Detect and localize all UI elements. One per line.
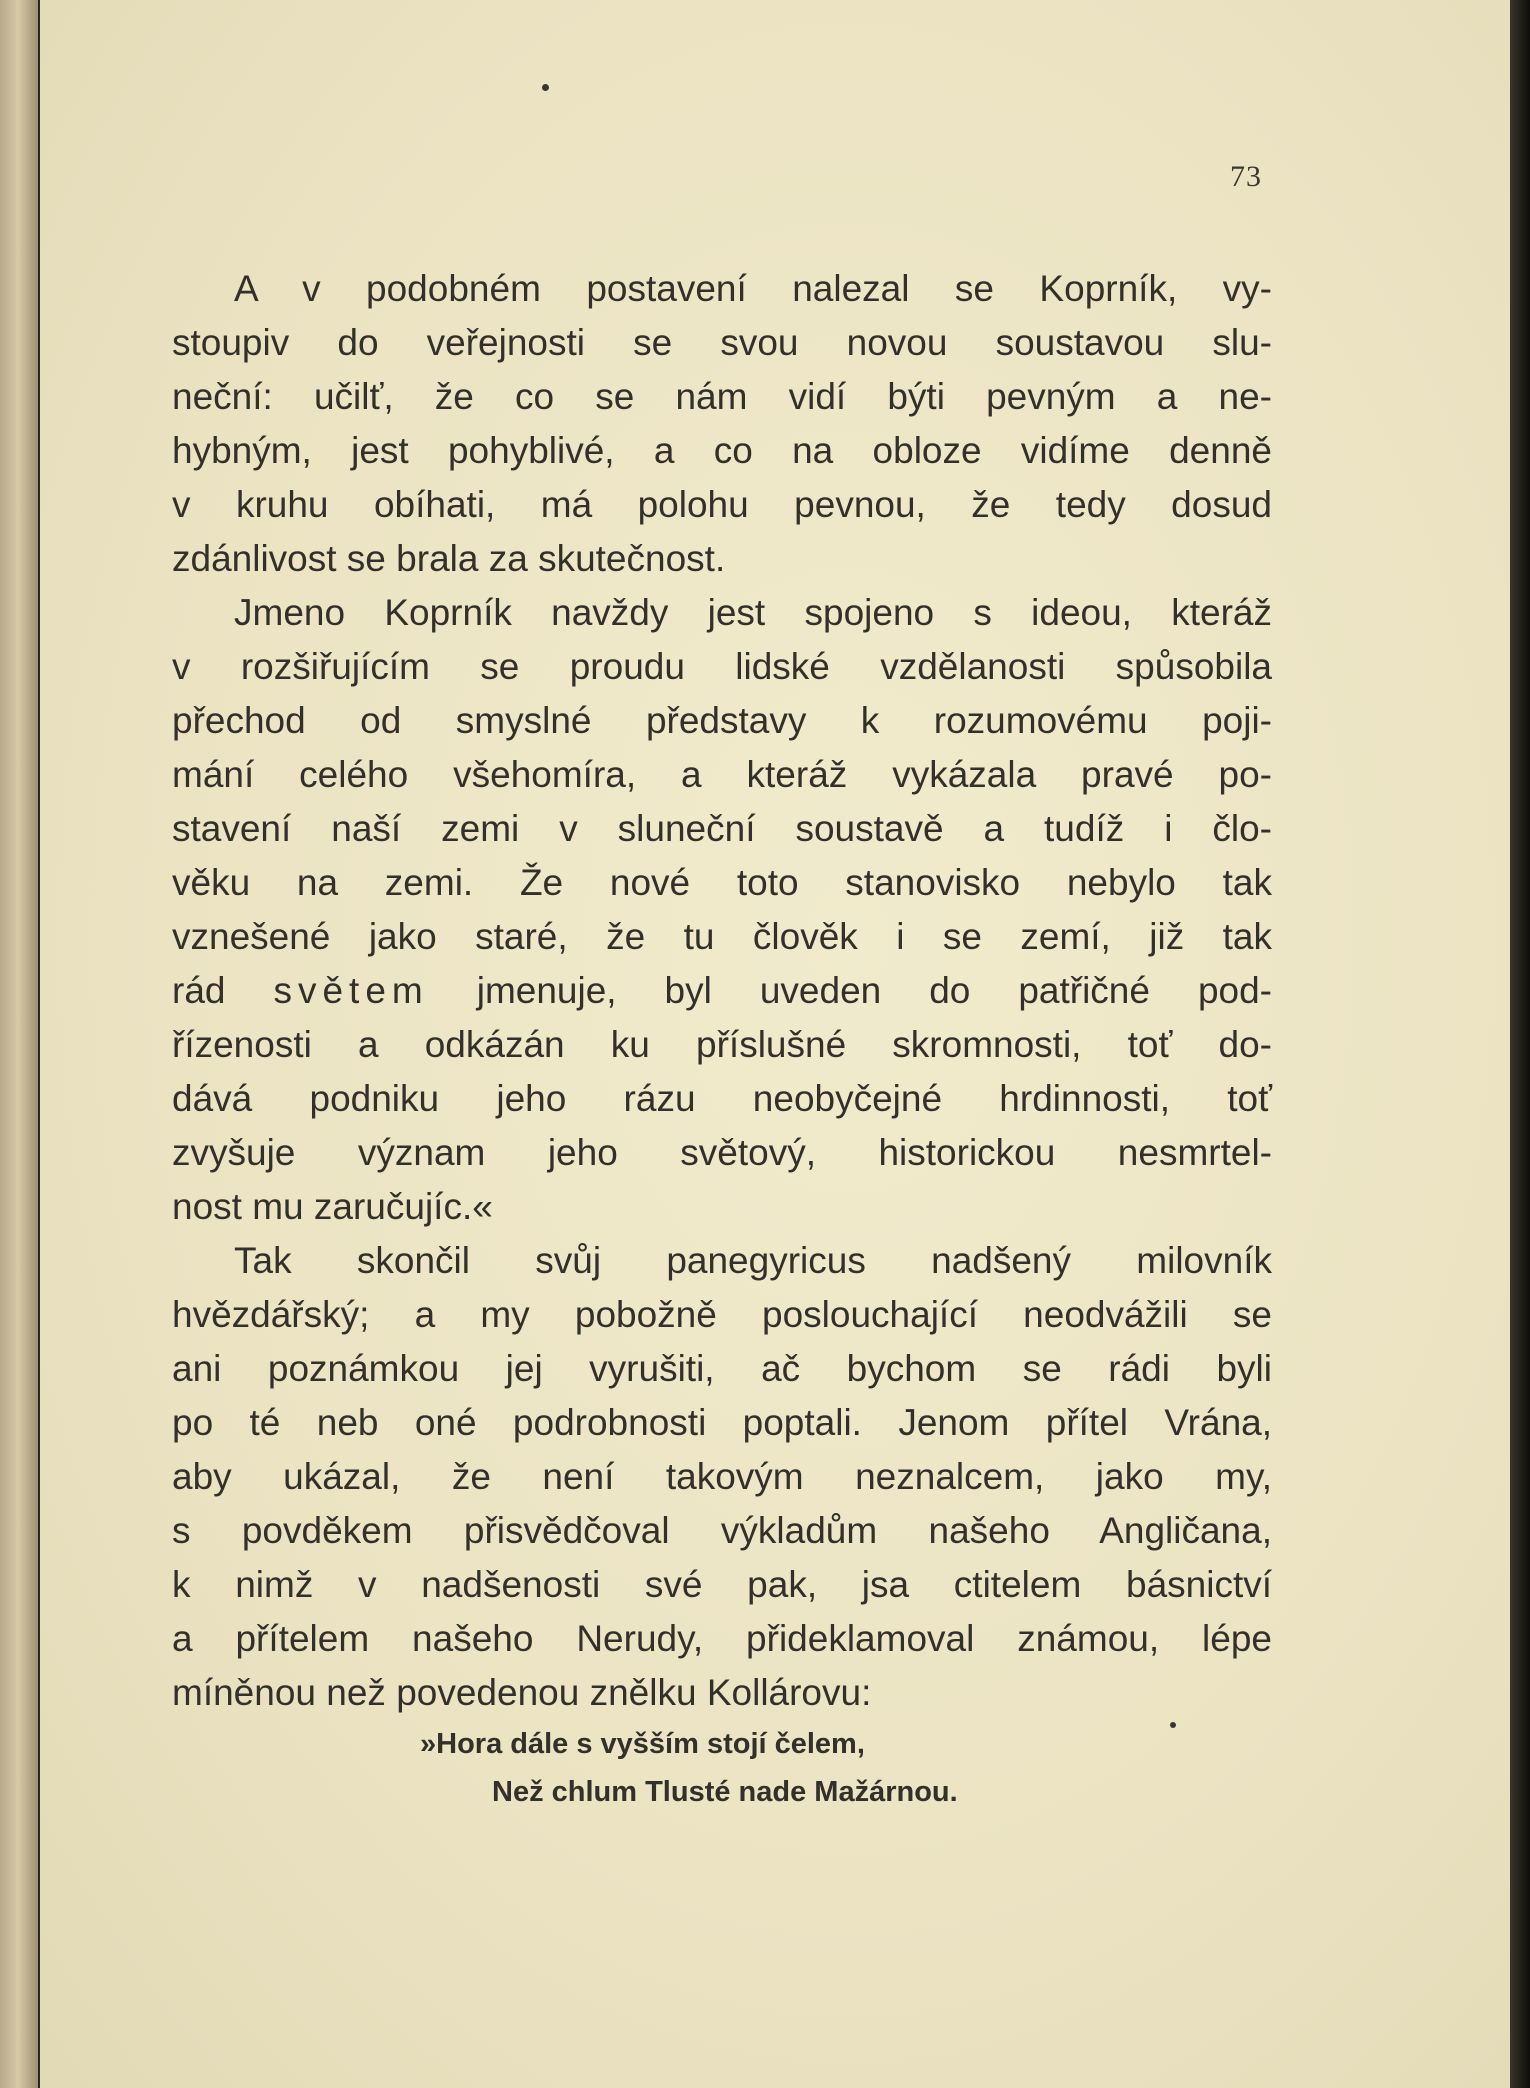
text-line: aby ukázal, že není takovým neznalcem, jako my,	[172, 1456, 1272, 1497]
text-line: A v podobném postavení nalezal se Koprník, vy-	[234, 268, 1272, 309]
text-line: míněnou než povedenou znělku Kollárovu:	[172, 1672, 872, 1713]
print-speck	[1170, 1722, 1176, 1728]
text-line: v rozšiřujícím se proudu lidské vzdělanosti spůsobila	[172, 646, 1272, 687]
text-line: po té neb oné podrobnosti poptali. Jenom přítel Vrána,	[172, 1402, 1272, 1443]
text-fragment: rád	[172, 970, 226, 1011]
text-line: a přítelem našeho Nerudy, přideklamoval známou, lépe	[172, 1618, 1272, 1659]
body-text	[172, 262, 1272, 1720]
paragraph-1	[172, 262, 1272, 586]
paragraph-2	[172, 586, 1272, 1234]
text-line: hybným, jest pohyblivé, a co na obloze vidíme denně	[172, 430, 1272, 471]
text-line: vznešené jako staré, že tu člověk i se zemí, již tak	[172, 916, 1272, 957]
poem-line: Než chlum Tlusté nade Mažárnou.	[492, 1776, 958, 1808]
text-line: zdánlivost se brala za skutečnost.	[172, 538, 726, 579]
text-line: zvyšuje význam jeho světový, historickou nesmrtel-	[172, 1132, 1272, 1173]
text-line: k nimž v nadšenosti své pak, jsa ctitelem básnictví	[172, 1564, 1272, 1605]
text-line: nost mu zaručujíc.«	[172, 1186, 493, 1227]
text-line: stavení naší zemi v sluneční soustavě a tudíž i člo-	[172, 808, 1272, 849]
text-line: dává podniku jeho rázu neobyčejné hrdinnosti, toť	[172, 1078, 1272, 1119]
text-line: v kruhu obíhati, má polohu pevnou, že tedy dosud	[172, 484, 1272, 525]
page-number: 73	[1230, 160, 1262, 193]
paragraph-3	[172, 1234, 1272, 1720]
text-line: s povděkem přisvědčoval výkladům našeho Angličana,	[172, 1510, 1272, 1551]
text-line: Jmeno Koprník navždy jest spojeno s ideou, kteráž	[234, 592, 1272, 633]
poem-quote	[420, 1720, 958, 1816]
poem-line: »Hora dále s vyšším stojí čelem,	[420, 1728, 865, 1760]
text-line: Tak skončil svůj panegyricus nadšený milovník	[234, 1240, 1272, 1281]
text-line: řízenosti a odkázán ku příslušné skromnosti, toť do-	[172, 1024, 1272, 1065]
page-edge-shadow	[1510, 0, 1530, 2088]
print-speck	[542, 84, 549, 91]
text-line-spaced	[172, 964, 1272, 1018]
text-line: hvězdářský; a my pobožně poslouchající neodvážili se	[172, 1294, 1272, 1335]
book-spine	[0, 0, 40, 2088]
text-line: přechod od smyslné představy k rozumovému poji-	[172, 700, 1272, 741]
text-line: stoupiv do veřejnosti se svou novou soustavou slu-	[172, 322, 1272, 363]
text-line: neční: učilť, že co se nám vidí býti pevným a ne-	[172, 376, 1272, 417]
text-line: věku na zemi. Že nové toto stanovisko nebylo tak	[172, 862, 1272, 903]
spaced-word: světem	[273, 970, 429, 1011]
text-line: ani poznámkou jej vyrušiti, ač bychom se rádi byli	[172, 1348, 1272, 1389]
text-fragment: jmenuje, byl uveden do patřičné pod-	[476, 970, 1273, 1011]
text-line: mání celého všehomíra, a kteráž vykázala pravé po-	[172, 754, 1272, 795]
